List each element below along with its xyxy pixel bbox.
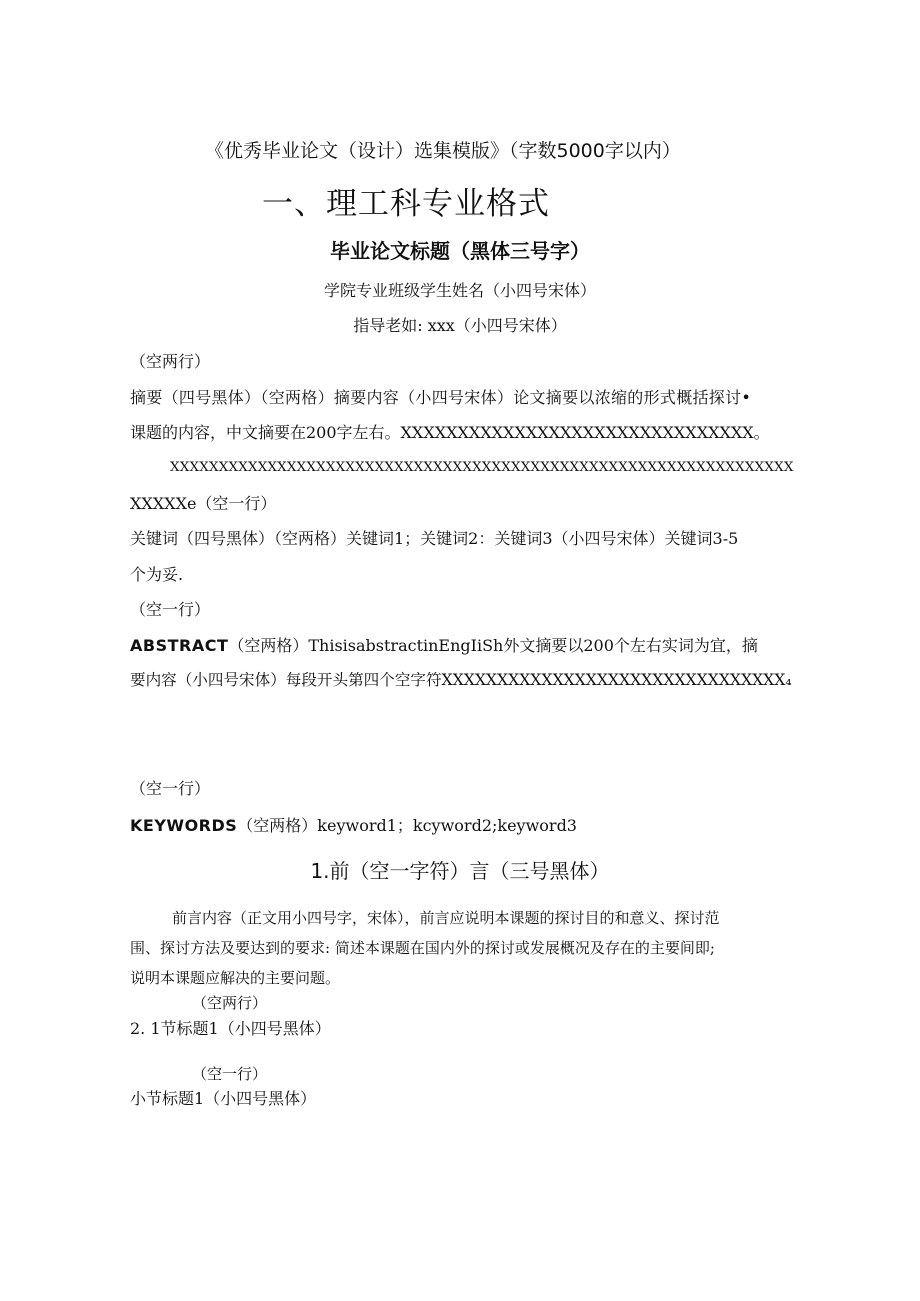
- blank-line-note: （空一行）: [130, 779, 211, 798]
- intro-paragraph-line: 围、探讨方法及要达到的要求: 简述本课题在国内外的探讨或发展概况及存在的主要间即;: [130, 939, 715, 957]
- keywords-en-line: [130, 818, 577, 834]
- keywords-cn-line: 关键词（四号黑体）（空两格）关键词1；关键词2：关键词3（小四号宋体）关键词3-5: [130, 529, 739, 548]
- section-heading: 一、理工科专业格式: [262, 186, 550, 222]
- abstract-en-line: 要内容（小四号宋体）每段开头第四个空字符XXXXXXXXXXXXXXXXXXXXXXXXXXXXXXX₄: [130, 671, 792, 689]
- intro-paragraph-line: 说明本课题应解决的主要问题。: [130, 969, 341, 987]
- document-header-title: 《优秀毕业论文（设计）选集模版》（字数5000字以内）: [205, 140, 681, 162]
- abstract-cn-line: XXXXXXXXXXXXXXXXXXXXXXXXXXXXXXXXXXXXXXXXXXXXXXXXXXXXXXXXXXXXXXXX: [170, 460, 794, 475]
- blank-line-note: （空一行）: [130, 600, 211, 619]
- keywords-en-label: KEYWORDS: [130, 816, 238, 835]
- blank-line-note: （空两行）: [130, 352, 211, 371]
- abstract-cn-line: 摘要（四号黑体）（空两格）摘要内容（小四号宋体）论文摘要以浓缩的形式概括探讨•: [130, 388, 752, 407]
- intro-heading: 1.前（空一字符）言（三号黑体）: [310, 859, 610, 883]
- keywords-en-text: （空两格）keyword1；kcyword2;keyword3: [237, 816, 577, 835]
- abstract-cn-line: XXXXXe（空一行）: [130, 494, 277, 513]
- intro-paragraph-line: 前言内容（正文用小四号字，宋体），前言应说明本课题的探讨目的和意义、探讨范: [172, 909, 720, 927]
- section-heading-2-1: 2. 1节标题1（小四号黑体）: [130, 1019, 331, 1038]
- keywords-cn-line: 个为妥.: [130, 565, 184, 584]
- blank-line-note: （空两行）: [192, 994, 268, 1012]
- author-line: 学院专业班级学生姓名（小四号宋体）: [323, 281, 596, 300]
- blank-line-note: （空一行）: [192, 1065, 268, 1083]
- thesis-title: 毕业论文标题（黑体三号字）: [330, 239, 590, 263]
- subsection-heading: 小节标题1（小四号黑体）: [130, 1089, 317, 1108]
- abstract-cn-line: 课题的内容，中文摘要在200字左右。XXXXXXXXXXXXXXXXXXXXXXXXXXXXXXX。: [130, 423, 770, 442]
- advisor-line: 指导老如: xxx（小四号宋体）: [353, 316, 567, 335]
- abstract-en-text: （空两格）ThisisabstractinEngIiSh外文摘要以200个左右实词为宜，摘: [228, 636, 758, 655]
- abstract-en-label: ABSTRACT: [130, 636, 229, 655]
- abstract-en-line: [130, 638, 758, 654]
